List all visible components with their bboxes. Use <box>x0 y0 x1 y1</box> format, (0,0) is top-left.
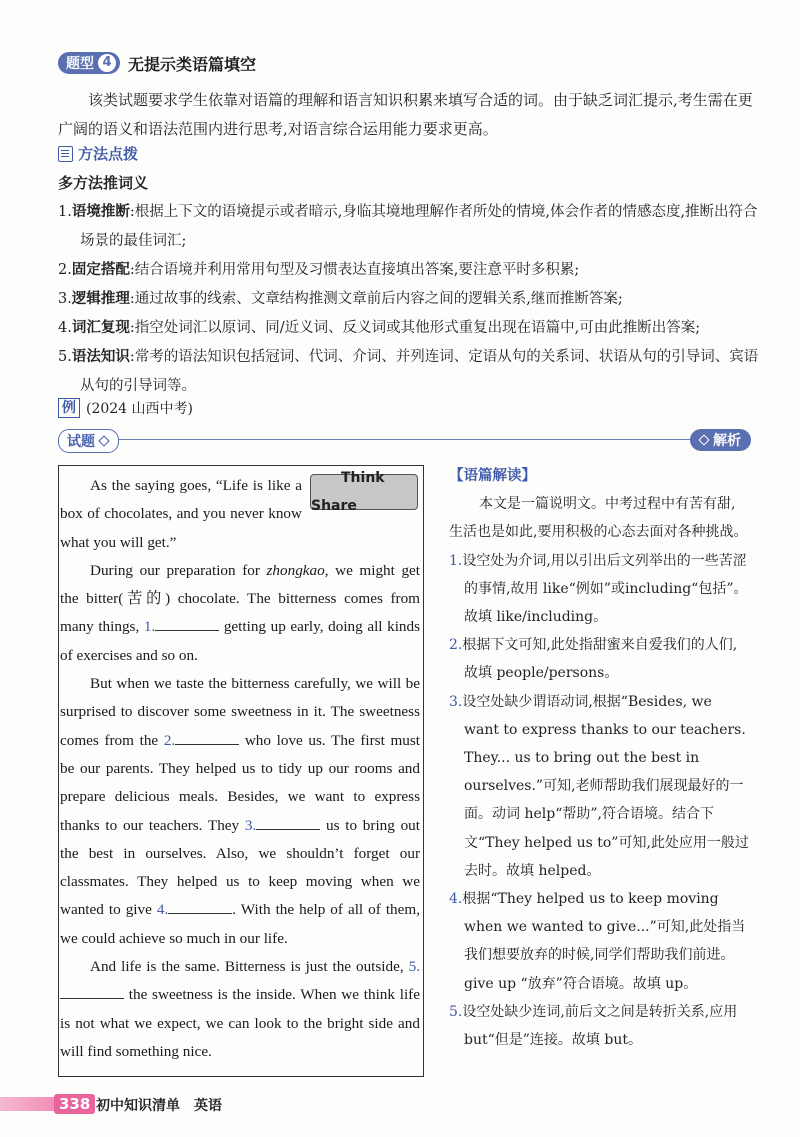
diamond-icon <box>98 435 109 446</box>
method-item-num: 2. <box>58 262 72 278</box>
method-subtitle: 多方法推词义 <box>58 174 149 192</box>
analysis-item <box>449 885 749 998</box>
analysis-item-text: 设空处为介词,用以引出后文列举出的一些苦涩的事情,故用 like“例如”或including“包括”。故填 like/including。 <box>462 552 748 626</box>
method-item-text: :指空处词汇以原词、同/近义词、反义词或其他形式重复出现在语篇中,可由此推断出答案; <box>129 320 701 336</box>
analysis-item <box>449 547 749 632</box>
question-type-badge <box>58 52 120 74</box>
analysis-item-num: 2. <box>449 637 463 654</box>
passage-text: , we might get the bitter(苦的) chocolate. The bitterness comes from many things, <box>60 561 420 636</box>
analysis-item-num: 3. <box>449 693 463 710</box>
analysis-item-num: 4. <box>449 891 463 908</box>
example-source: (2024 山西中考) <box>86 401 194 417</box>
analysis-item-num: 5. <box>449 1003 463 1020</box>
method-section-label: 方法点拨 <box>78 145 139 163</box>
method-list <box>58 198 763 401</box>
method-item <box>58 256 763 285</box>
diamond-icon <box>698 434 709 445</box>
method-item-text: :根据上下文的语境提示或者暗示,身临其境地理解作者所处的情境,体会作者的情感态度,推断出符合场景的最佳词汇; <box>80 204 758 249</box>
method-item-num: 4. <box>58 320 72 336</box>
answer-blank[interactable] <box>256 815 320 830</box>
book-title: 初中知识清单 <box>96 1098 180 1114</box>
method-item-text: :结合语境并利用常用句型及习惯表达直接填出答案,要注意平时多积累; <box>129 262 580 278</box>
method-item-name: 固定搭配 <box>71 262 130 278</box>
passage-text: . With the help of all of them, we could achieve so much in our life. <box>60 901 420 947</box>
passage-text: who love us. The first must be our parents. They helped us to tidy up our rooms and prepare delicious meals. Besides, we want to express thanks to our teachers. They <box>60 731 420 834</box>
think-share-badge: Think Share <box>310 474 418 510</box>
method-item-num: 3. <box>58 291 72 307</box>
passage-paragraph <box>60 557 420 670</box>
passage-italic-term: zhongkao <box>266 561 325 579</box>
method-item-name: 词汇复现 <box>71 320 130 336</box>
analysis-item-text: 设空处缺少谓语动词,根据“Besides, we want to express thanks to our teachers. They... us to bring out the best in ourselves.”可知,老师帮助我们展现最好的一面。动词 help“帮助”,符合语境。结合下文“They helped us to”可知,此处应用一般过去时。故填 helped。 <box>462 693 749 879</box>
question-type-label: 题型 <box>66 56 94 72</box>
analysis-item <box>449 631 749 687</box>
method-item-num: 5. <box>58 349 72 365</box>
notebook-icon <box>58 146 73 162</box>
passage-paragraph <box>60 953 420 1066</box>
blank-number: 3. <box>244 816 257 834</box>
analysis-item-text: 根据“They helped us to keep moving when we wanted to give...”可知,此处指当我们想要放弃的时候,同学们帮助我们前进。give up “放弃”符合语境。故填 up。 <box>462 891 746 992</box>
passage-text: As the saying goes, “Life is like a box of chocolates, and you never know what you will get.” <box>60 477 302 551</box>
blank-number: 2. <box>163 731 176 749</box>
method-item-name: 语法知识 <box>71 349 130 365</box>
method-item <box>58 314 763 343</box>
intro-paragraph: 该类试题要求学生依靠对语篇的理解和语言知识积累来填写合适的词。由于缺乏词汇提示,考生需在更广阔的语义和语法范围内进行思考,对语言综合运用能力要求更高。 <box>58 91 753 138</box>
tab-question-label: 试题 <box>67 434 95 450</box>
passage-paragraph <box>60 670 420 953</box>
analysis-list <box>449 547 749 1055</box>
answer-blank[interactable] <box>155 616 219 631</box>
passage <box>58 469 424 1066</box>
analysis-item-text: 设空处缺少连词,前后文之间是转折关系,应用 but“但是”连接。故填 but。 <box>462 1003 738 1049</box>
footer-bar <box>0 1097 60 1111</box>
example-row <box>58 398 193 418</box>
passage-text: But when we taste the bitterness carefully, we will be surprised to discover some sweetness in it. The sweetness comes from the <box>60 675 420 749</box>
analysis-item-num: 1. <box>449 552 463 569</box>
answer-blank[interactable] <box>168 899 232 914</box>
answer-blank[interactable] <box>60 984 124 999</box>
subject-label: 英语 <box>194 1098 222 1114</box>
blank-number: 4. <box>156 901 169 919</box>
method-item-text: :通过故事的线索、文章结构推测文章前后内容之间的逻辑关系,继而推断答案; <box>129 291 623 307</box>
method-item <box>58 285 763 314</box>
analysis-column <box>449 462 749 1054</box>
passage-text: During our preparation for <box>90 561 267 579</box>
passage-text: getting up early, doing all kinds of exercises and so on. <box>60 618 421 664</box>
footer-text <box>96 1095 222 1115</box>
passage-text: the sweetness is the inside. When we think life is not what we expect, we can look to the bright side and will find something nice. <box>60 986 420 1060</box>
tab-question <box>58 429 119 453</box>
method-section-heading <box>58 143 138 164</box>
passage-text: us to bring out the best in ourselves. Also, we shouldn’t forget our classmates. They helped us to keep moving when we wanted to give <box>60 816 420 919</box>
analysis-item <box>449 998 749 1054</box>
method-item <box>58 198 763 256</box>
tab-analysis-label: 解析 <box>713 433 741 449</box>
blank-number: 1. <box>143 618 156 636</box>
tab-analysis <box>690 429 751 451</box>
page-number: 338 <box>54 1094 95 1114</box>
answer-blank[interactable] <box>175 730 239 745</box>
method-item-text: :常考的语法知识包括冠词、代词、介词、并列连词、定语从句的关系词、状语从句的引导词、宾语从句的引导词等。 <box>80 349 759 394</box>
analysis-item <box>449 688 749 885</box>
blank-number: 5. <box>408 958 420 976</box>
question-type-number: 4 <box>98 54 116 72</box>
method-item-num: 1. <box>58 204 72 220</box>
method-item-name: 逻辑推理 <box>71 291 130 307</box>
example-tag: 例 <box>58 398 80 418</box>
analysis-intro: 本文是一篇说明文。中考过程中有苦有甜,生活也是如此,要用积极的心态去面对各种挑战。 <box>449 496 748 541</box>
question-type-title: 无提示类语篇填空 <box>128 54 257 74</box>
question-type-header <box>58 52 256 74</box>
method-item <box>58 343 763 401</box>
analysis-item-text: 根据下文可知,此处指甜蜜来自爱我们的人们,故填 people/persons。 <box>462 637 738 682</box>
analysis-heading: 【语篇解读】 <box>449 468 536 484</box>
passage-text: And life is the same. Bitterness is just the outside, <box>90 958 409 976</box>
section-divider <box>105 439 695 440</box>
method-item-name: 语境推断 <box>71 204 130 220</box>
passage-paragraph <box>60 469 420 557</box>
